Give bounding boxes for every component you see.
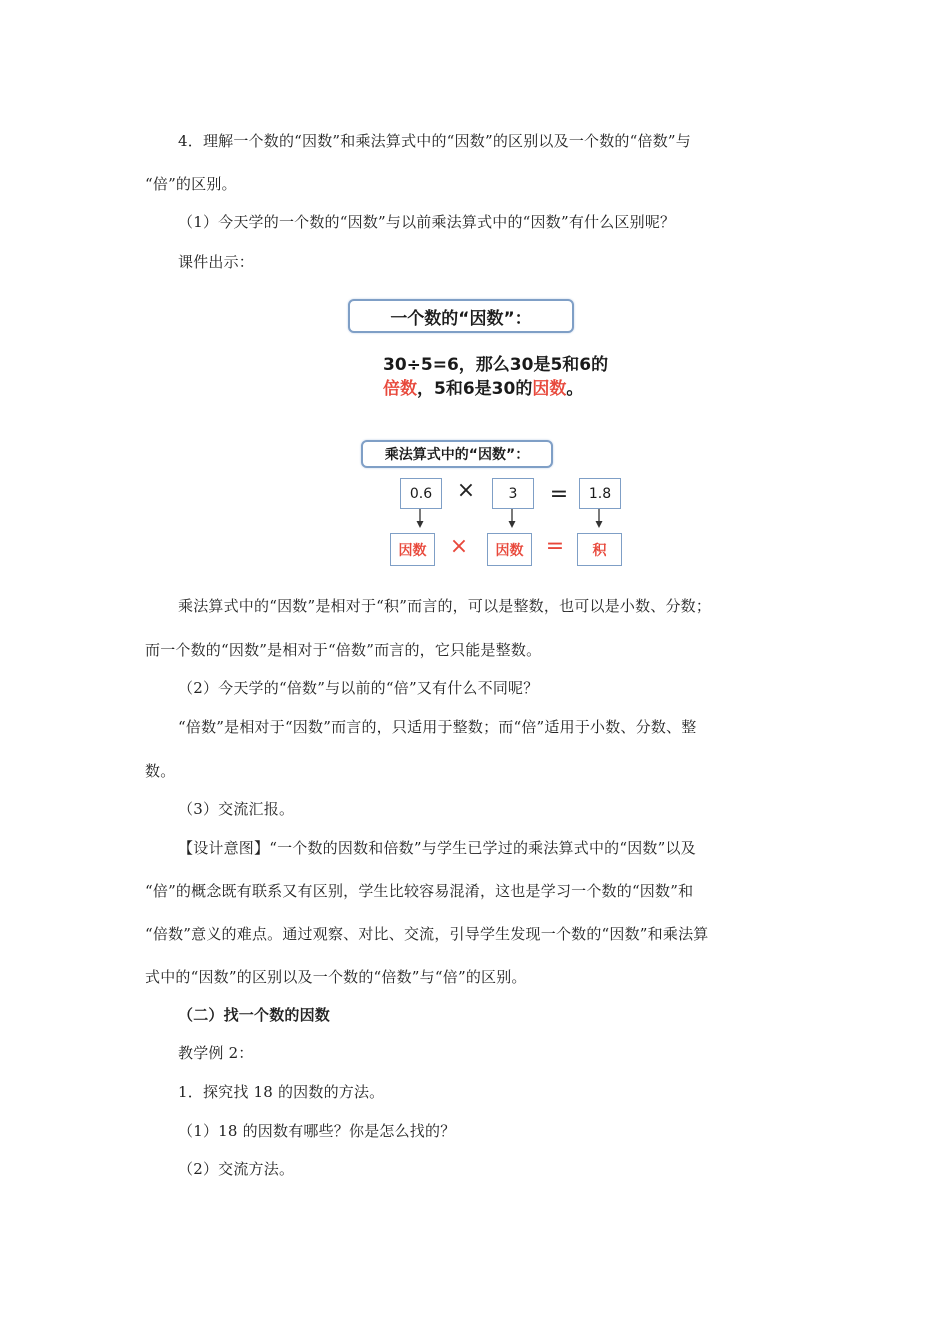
design-intent-cont-1: “倍”的概念既有联系又有区别，学生比较容易混淆，这也是学习一个数的“因数”和 [145, 882, 694, 900]
question-2: （2）今天学的“倍数”与以前的“倍”又有什么不同呢？ [178, 679, 539, 697]
figure-title-multiplication-factor: 乘法算式中的“因数”： [361, 440, 553, 468]
figure-factor-word: 因数 [532, 379, 567, 399]
design-intent: 【设计意图】“一个数的因数和倍数”与学生已学过的乘法算式中的“因数”以及 [178, 839, 696, 857]
number-box-3: 3 [492, 478, 534, 509]
figure-statement-mid: ，5和6是30的 [417, 379, 533, 399]
number-box-1-8: 1.8 [579, 478, 621, 509]
step-1-explore: 1．探究找 18 的因数的方法。 [178, 1083, 385, 1101]
paragraph-4-intro-cont: “倍”的区别。 [145, 175, 237, 193]
design-intent-cont-2: “倍数”意义的难点。通过观察、对比、交流，引导学生发现一个数的“因数”和乘法算 [145, 925, 709, 943]
example-2-label: 教学例 2： [178, 1044, 254, 1062]
equals-sign: = [549, 482, 569, 507]
design-intent-cont-3: 式中的“因数”的区别以及一个数的“倍数”与“倍”的区别。 [145, 968, 527, 986]
label-box-factor-2: 因数 [487, 533, 532, 566]
step-3: （3）交流汇报。 [178, 800, 295, 818]
explanation-1-cont: 而一个数的“因数”是相对于“倍数”而言的，它只能是整数。 [145, 641, 542, 659]
sub-question-2: （2）交流方法。 [178, 1160, 295, 1178]
figure-title-number-factor: 一个数的“因数”： [348, 299, 574, 333]
paragraph-4-intro: 4．理解一个数的“因数”和乘法算式中的“因数”的区别以及一个数的“倍数”与 [178, 132, 691, 150]
figure-statement-end: 。 [566, 379, 584, 399]
arrow-down-icon [594, 509, 604, 529]
times-sign-red: × [449, 534, 469, 559]
figure-multiple-word: 倍数 [383, 379, 417, 399]
courseware-label: 课件出示： [178, 253, 255, 271]
equals-sign-red: = [545, 534, 565, 559]
arrow-down-icon [415, 509, 425, 529]
times-sign: × [456, 478, 476, 503]
explanation-1: 乘法算式中的“因数”是相对于“积”而言的，可以是整数，也可以是小数、分数； [178, 597, 712, 615]
figure-statement-line1: 30÷5=6，那么30是5和6的 [383, 355, 609, 375]
sub-question-1: （1）18 的因数有哪些？你是怎么找的？ [178, 1122, 456, 1140]
section-heading-find-factors: （二）找一个数的因数 [178, 1006, 331, 1024]
arrow-down-icon [507, 509, 517, 529]
figure-statement-line2 [383, 374, 583, 399]
courseware-figure [345, 296, 635, 572]
label-box-product: 积 [577, 533, 622, 566]
number-box-0-6: 0.6 [400, 478, 442, 509]
question-1: （1）今天学的一个数的“因数”与以前乘法算式中的“因数”有什么区别呢？ [178, 213, 676, 231]
explanation-2: “倍数”是相对于“因数”而言的，只适用于整数；而“倍”适用于小数、分数、整 [178, 718, 697, 736]
explanation-2-cont: 数。 [145, 762, 176, 780]
label-box-factor-1: 因数 [390, 533, 435, 566]
